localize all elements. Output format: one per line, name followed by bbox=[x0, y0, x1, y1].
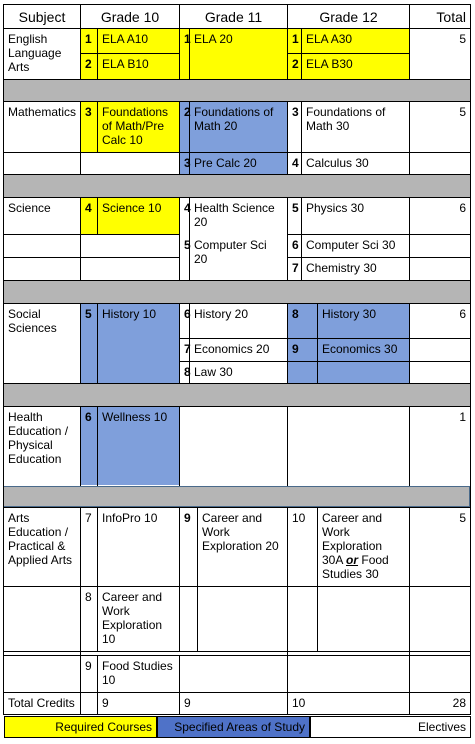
course-economics-30: Economics 30 bbox=[322, 342, 398, 356]
course-ela-a30: ELA A30 bbox=[306, 32, 353, 46]
total-ela: 5 bbox=[459, 32, 466, 46]
course-infopro-10: InfoPro 10 bbox=[102, 511, 158, 525]
course-food-studies-10: Food Studies 10 bbox=[102, 659, 173, 687]
course-foundations-math-30: Foundations of Math 30 bbox=[306, 105, 386, 133]
course-ela-a10: ELA A10 bbox=[102, 32, 149, 46]
course-computer-sci-20: Computer Sci 20 bbox=[194, 238, 267, 266]
course-number: 4 bbox=[184, 201, 191, 215]
course-number: 10 bbox=[292, 511, 306, 525]
course-number: 1 bbox=[184, 32, 191, 46]
course-career-work-30a-or-food-30: Career and Work Exploration 30A or Food Studies 30 bbox=[322, 511, 389, 581]
course-number: 2 bbox=[292, 57, 299, 71]
legend-required: Required Courses bbox=[4, 716, 157, 738]
header-grade-12: Grade 12 bbox=[319, 9, 378, 25]
course-number: 5 bbox=[292, 201, 299, 215]
course-number: 3 bbox=[184, 156, 191, 170]
course-number: 8 bbox=[184, 365, 191, 379]
total-science: 6 bbox=[459, 201, 466, 215]
course-number: 6 bbox=[184, 307, 191, 321]
separator-row bbox=[3, 384, 470, 406]
separator-row bbox=[3, 80, 470, 101]
course-computer-sci-30: Computer Sci 30 bbox=[306, 238, 396, 252]
course-career-work-20: Career and Work Exploration 20 bbox=[202, 511, 279, 553]
course-number: 9 bbox=[85, 659, 92, 673]
course-number: 4 bbox=[292, 156, 299, 170]
subject-health: Health Education / Physical Education bbox=[8, 410, 69, 466]
header-subject: Subject bbox=[18, 9, 66, 25]
course-number: 1 bbox=[292, 32, 299, 46]
course-number: 9 bbox=[292, 342, 299, 356]
course-history-20: History 20 bbox=[194, 307, 249, 321]
course-number: 5 bbox=[184, 238, 191, 252]
course-number: 5 bbox=[85, 307, 92, 321]
course-law-30: Law 30 bbox=[194, 365, 233, 379]
course-number: 7 bbox=[85, 511, 92, 525]
course-number: 8 bbox=[85, 590, 92, 604]
course-physics-30: Physics 30 bbox=[306, 201, 365, 215]
course-ela-b30: ELA B30 bbox=[306, 57, 353, 71]
total-arts: 5 bbox=[459, 511, 466, 525]
course-science-10: Science 10 bbox=[102, 201, 162, 215]
total-social: 6 bbox=[459, 307, 466, 321]
header-grade-10: Grade 10 bbox=[100, 9, 160, 25]
course-number: 3 bbox=[85, 105, 92, 119]
credits-grade-10: 9 bbox=[102, 696, 109, 710]
legend-electives: Electives bbox=[310, 716, 471, 738]
credits-grade-11: 9 bbox=[184, 696, 191, 710]
course-ela-20: ELA 20 bbox=[194, 32, 233, 46]
course-number: 6 bbox=[292, 238, 299, 252]
course-number: 9 bbox=[184, 511, 191, 525]
course-number: 1 bbox=[85, 32, 92, 46]
course-foundations-precalc-10: Foundations of Math/Pre Calc 10 bbox=[102, 105, 169, 147]
course-number: 7 bbox=[292, 261, 299, 275]
subject-social-sciences: Social Sciences bbox=[8, 307, 57, 335]
subject-science: Science bbox=[8, 201, 51, 215]
course-wellness-10: Wellness 10 bbox=[102, 410, 168, 424]
course-foundations-math-20: Foundations of Math 20 bbox=[194, 105, 274, 133]
header-grade-11: Grade 11 bbox=[204, 9, 263, 25]
course-calculus-30: Calculus 30 bbox=[306, 156, 369, 170]
course-chemistry-30: Chemistry 30 bbox=[306, 261, 377, 275]
course-history-10: History 10 bbox=[102, 307, 157, 321]
credits-total: 28 bbox=[452, 696, 466, 710]
total-credits-label: Total Credits bbox=[8, 696, 75, 710]
separator-row bbox=[3, 281, 470, 303]
course-number: 3 bbox=[292, 105, 299, 119]
course-economics-20: Economics 20 bbox=[194, 342, 270, 356]
course-history-30: History 30 bbox=[322, 307, 377, 321]
course-career-work-10: Career and Work Exploration 10 bbox=[102, 590, 163, 646]
separator-row bbox=[3, 486, 470, 507]
subject-ela: English Language Arts bbox=[8, 32, 62, 74]
course-number: 6 bbox=[85, 410, 92, 424]
total-math: 5 bbox=[459, 105, 466, 119]
course-number: 4 bbox=[85, 201, 92, 215]
course-number: 2 bbox=[85, 57, 92, 71]
legend-specified: Specified Areas of Study bbox=[157, 716, 310, 738]
subject-arts: Arts Education / Practical & Applied Arts bbox=[8, 511, 73, 567]
course-number: 7 bbox=[184, 342, 191, 356]
course-health-science-20: Health Science 20 bbox=[194, 201, 275, 229]
separator-row bbox=[3, 175, 470, 197]
course-number: 2 bbox=[184, 105, 191, 119]
course-pre-calc-20: Pre Calc 20 bbox=[194, 156, 257, 170]
course-ela-b10: ELA B10 bbox=[102, 57, 149, 71]
total-health: 1 bbox=[459, 410, 466, 424]
subject-math: Mathematics bbox=[8, 105, 77, 119]
credits-grade-12: 10 bbox=[292, 696, 306, 710]
header-total: Total bbox=[436, 9, 466, 25]
course-number: 8 bbox=[292, 307, 299, 321]
